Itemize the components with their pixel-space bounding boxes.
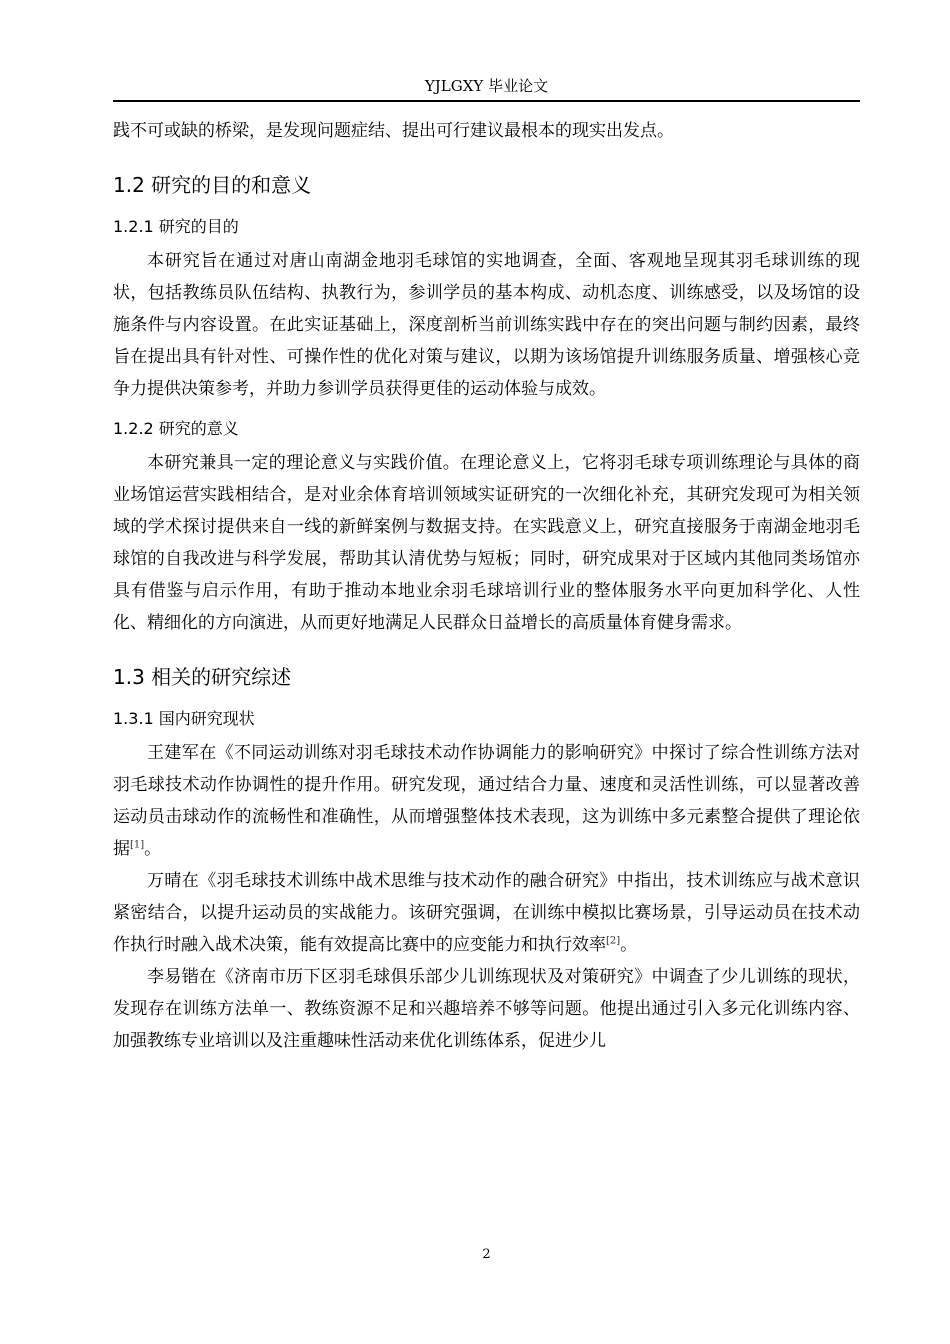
- subsection-heading-1-3-1: 1.3.1 国内研究现状: [113, 709, 255, 728]
- header-rule: [113, 100, 860, 102]
- paragraph-review-3: 李易锴在《济南市历下区羽毛球俱乐部少儿训练现状及对策研究》中调查了少儿训练的现状，发现存在训练方法单一、教练资源不足和兴趣培养不够等问题。他提出通过引入多元化训练内容、加强教练专业培训以及注重趣味性活动来优化训练体系，促进少儿: [113, 967, 860, 1051]
- citation-2: [2]: [606, 935, 621, 947]
- review-1-text: 王建军在《不同运动训练对羽毛球技术动作协调能力的影响研究》中探讨了综合性训练方法对羽毛球技术动作协调性的提升作用。研究发现，通过结合力量、速度和灵活性训练，可以显著改善运动员击球动作的流畅性和准确性，从而增强整体技术表现，这为训练中多元素整合提供了理论依据: [113, 743, 860, 859]
- paragraph-review-2: [113, 865, 860, 961]
- paragraph-review-1: [113, 737, 860, 865]
- review-2-end: 。: [620, 935, 638, 955]
- page-number: 2: [482, 1247, 491, 1262]
- running-header: YJLGXY 毕业论文: [424, 77, 549, 95]
- review-2-text: 万晴在《羽毛球技术训练中战术思维与技术动作的融合研究》中指出，技术训练应与战术意识紧密结合，以提升运动员的实战能力。该研究强调，在训练中模拟比赛场景，引导运动员在技术动作执行时融入战术决策，能有效提高比赛中的应变能力和执行效率: [113, 871, 860, 955]
- page-body: [113, 115, 860, 1057]
- continuation-paragraph: 践不可或缺的桥梁，是发现问题症结、提出可行建议最根本的现实出发点。: [113, 121, 674, 141]
- citation-1: [1]: [130, 839, 145, 851]
- review-1-end: 。: [144, 839, 162, 859]
- subsection-heading-1-2-2: 1.2.2 研究的意义: [113, 419, 239, 438]
- paragraph-research-purpose: 本研究旨在通过对唐山南湖金地羽毛球馆的实地调查，全面、客观地呈现其羽毛球训练的现状，包括教练员队伍结构、执教行为，参训学员的基本构成、动机态度、训练感受，以及场馆的设施条件与内容设置。在此实证基础上，深度剖析当前训练实践中存在的突出问题与制约因素，最终旨在提出具有针对性、可操作性的优化对策与建议，以期为该场馆提升训练服务质量、增强核心竞争力提供决策参考，并助力参训学员获得更佳的运动体验与成效。: [113, 251, 860, 399]
- section-heading-1-2: 1.2 研究的目的和意义: [113, 173, 312, 197]
- paragraph-research-significance: 本研究兼具一定的理论意义与实践价值。在理论意义上，它将羽毛球专项训练理论与具体的商业场馆运营实践相结合，是对业余体育培训领域实证研究的一次细化补充，其研究发现可为相关领域的学术探讨提供来自一线的新鲜案例与数据支持。在实践意义上，研究直接服务于南湖金地羽毛球馆的自我改进与科学发展，帮助其认清优势与短板；同时，研究成果对于区域内其他同类场馆亦具有借鉴与启示作用，有助于推动本地业余羽毛球培训行业的整体服务水平向更加科学化、人性化、精细化的方向演进，从而更好地满足人民群众日益增长的高质量体育健身需求。: [113, 453, 860, 633]
- subsection-heading-1-2-1: 1.2.1 研究的目的: [113, 217, 239, 236]
- section-heading-1-3: 1.3 相关的研究综述: [113, 665, 292, 689]
